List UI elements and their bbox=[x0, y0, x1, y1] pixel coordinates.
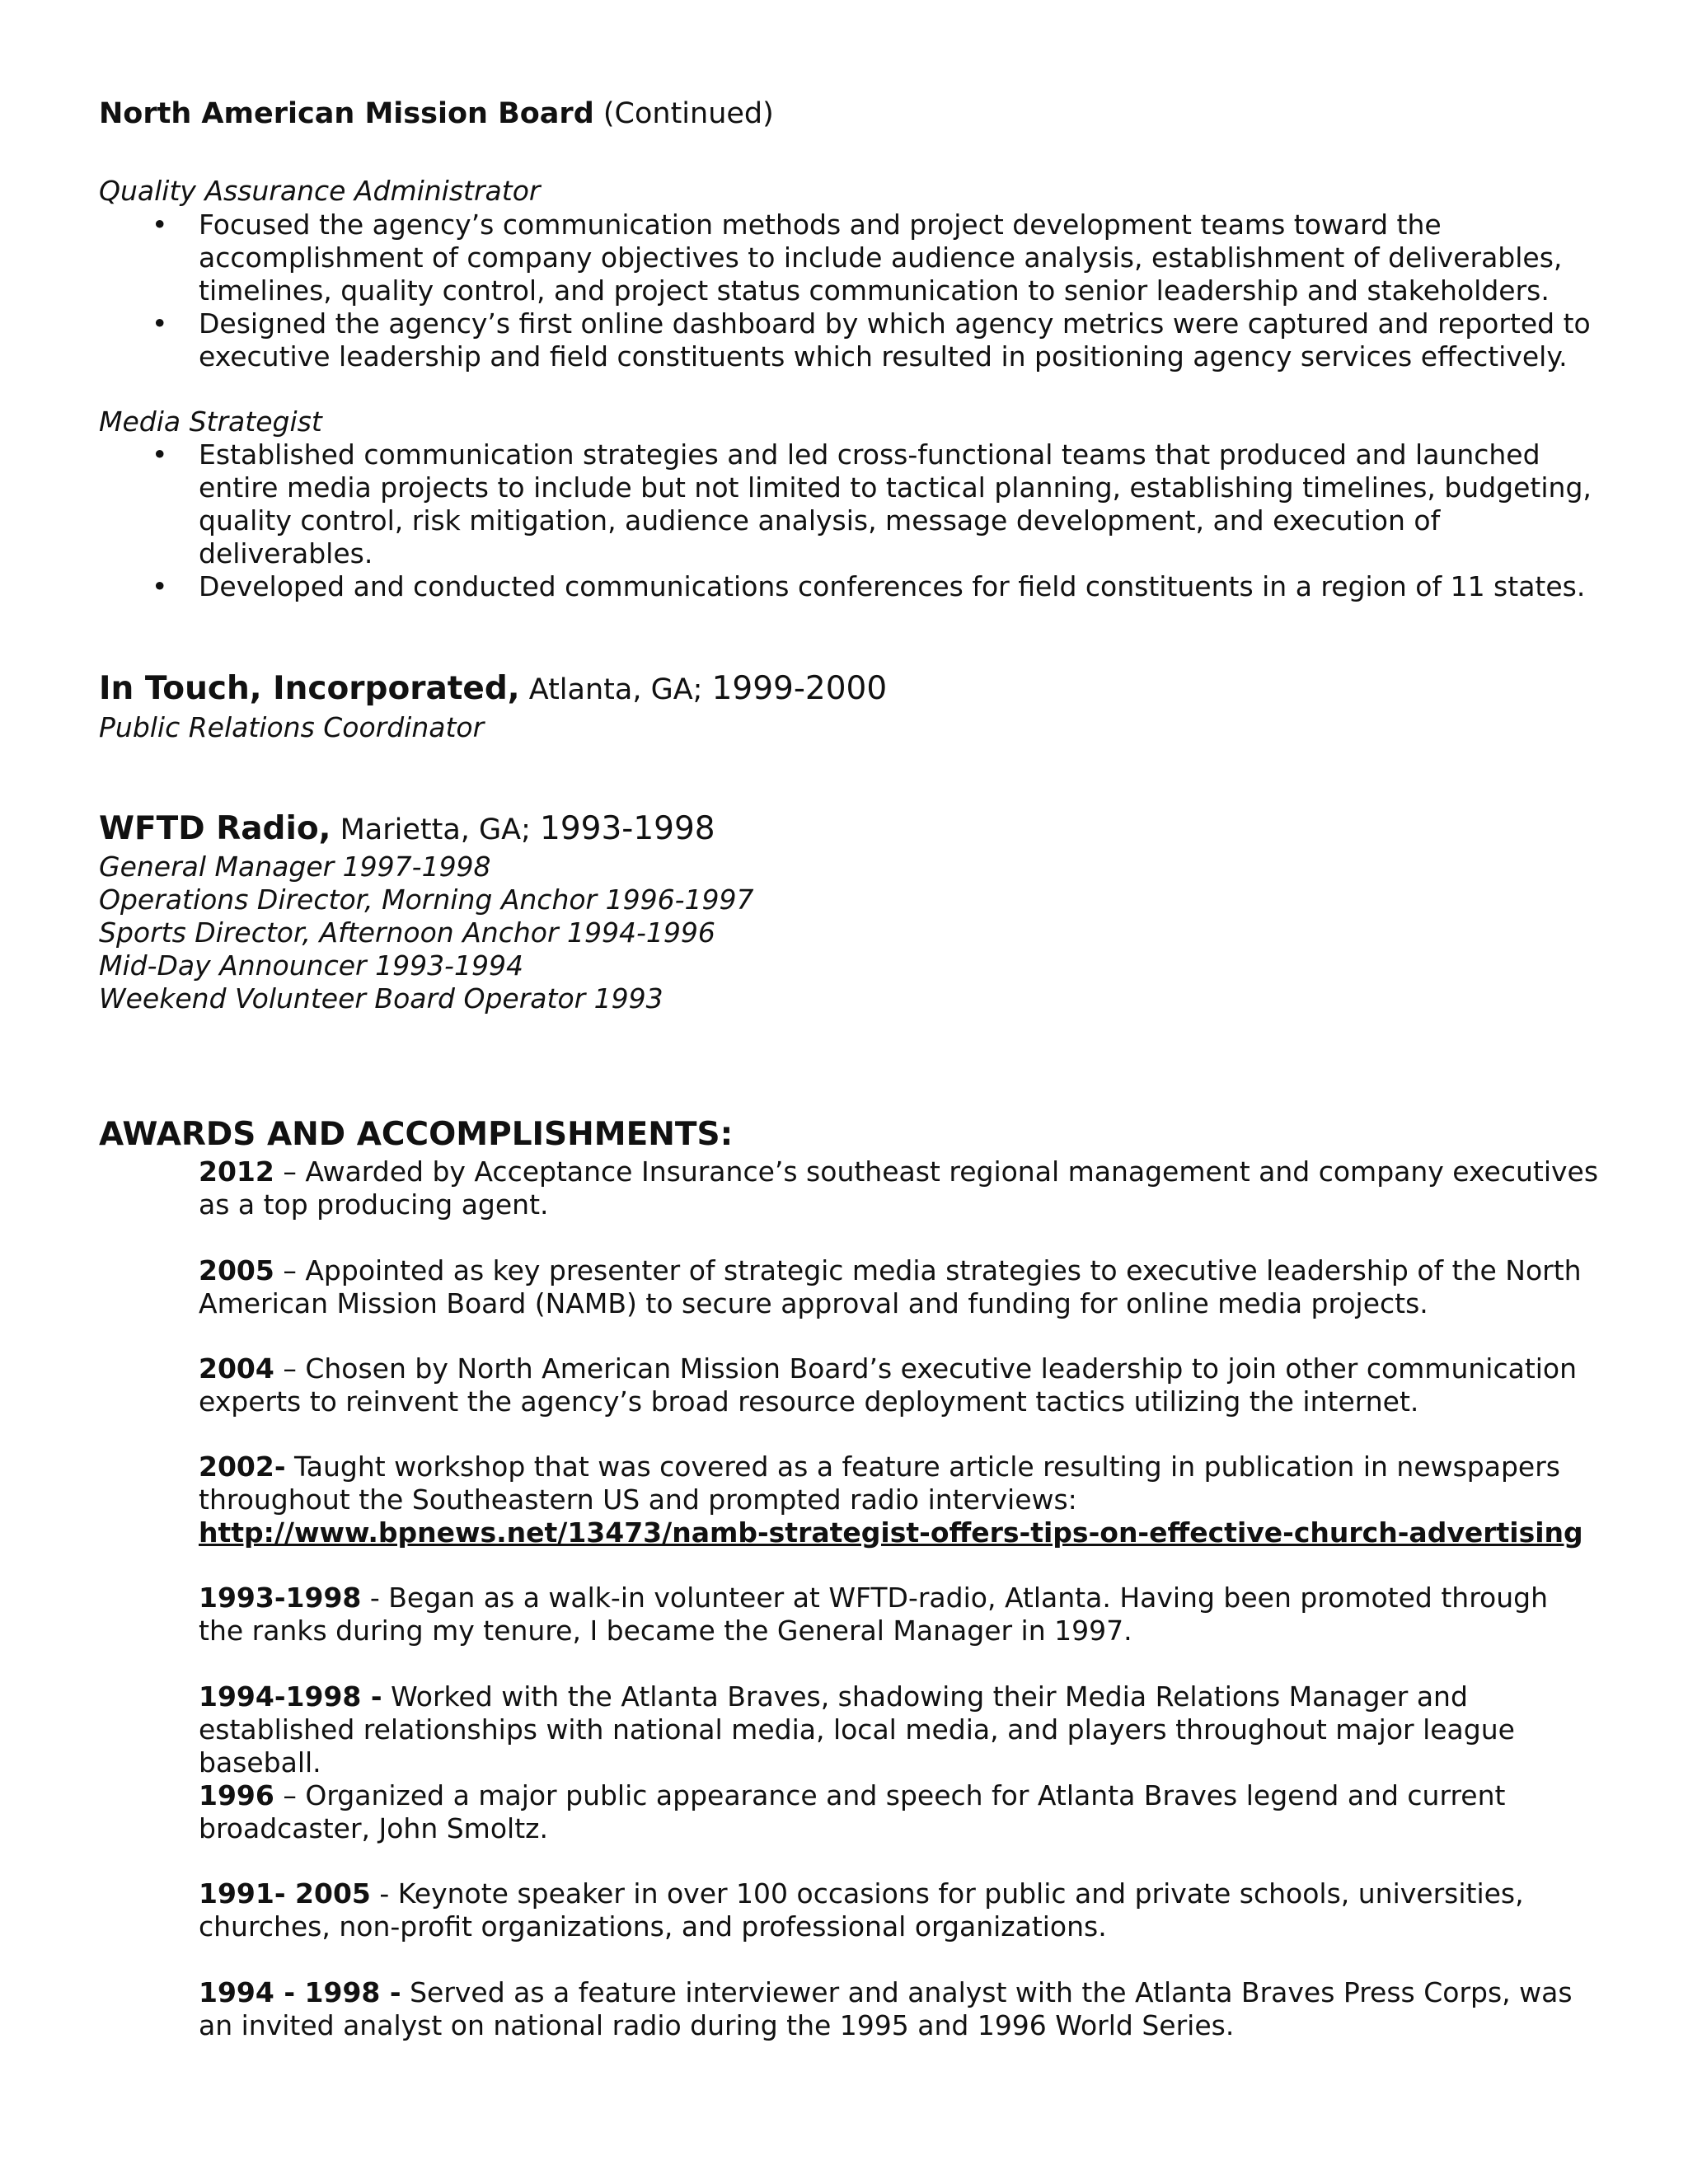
wftd-role: General Manager 1997-1998 bbox=[99, 851, 491, 883]
nam-heading bbox=[99, 97, 774, 130]
list-item bbox=[145, 307, 1596, 373]
award-year: 2005 bbox=[199, 1254, 274, 1286]
wftd-years: 1993-1998 bbox=[540, 810, 715, 847]
award-text: Taught workshop that was covered as a feature article resulting in publication in newspapers throughout the Southeastern US and prompted radio interviews: bbox=[199, 1451, 1560, 1516]
wftd-location: Marietta, GA; bbox=[331, 813, 541, 846]
intouch-name: In Touch, Incorporated, bbox=[99, 670, 520, 707]
qa-bullet-list bbox=[145, 209, 1596, 373]
bullet-text: Designed the agency’s first online dashboard by which agency metrics were captured and reported to executive leadership and field constituents which resulted in positioning agency services effectively. bbox=[199, 307, 1591, 373]
bullet-icon: • bbox=[152, 438, 168, 471]
intouch-years: 1999-2000 bbox=[711, 670, 888, 707]
award-year: 1994-1998 - bbox=[199, 1680, 382, 1713]
award-text: Worked with the Atlanta Braves, shadowing their Media Relations Manager and established relationships with national media, local media, and players throughout major league baseball. bbox=[199, 1680, 1515, 1779]
qa-role-title: Quality Assurance Administrator bbox=[99, 175, 541, 207]
bullet-icon: • bbox=[152, 570, 168, 602]
award-year: 2012 bbox=[199, 1155, 274, 1188]
award-text: Appointed as key presenter of strategic media strategies to executive leadership of the North American Mission Board (NAMB) to secure approval and funding for online media projects. bbox=[199, 1254, 1582, 1319]
bullet-icon: • bbox=[152, 209, 168, 241]
intouch-heading bbox=[99, 671, 887, 708]
media-bullet-list bbox=[145, 438, 1596, 603]
wftd-roles bbox=[99, 851, 753, 1015]
award-text: Served as a feature interviewer and analyst with the Atlanta Braves Press Corps, was an invited analyst on national radio during the 1995 and 1996 World Series. bbox=[199, 1976, 1573, 2041]
nam-heading-name: North American Mission Board bbox=[99, 97, 594, 130]
bpnews-article-link[interactable]: http://www.bpnews.net/13473/namb-strategist-offers-tips-on-effective-church-advertising bbox=[199, 1516, 1583, 1549]
intouch-role: Public Relations Coordinator bbox=[99, 711, 485, 743]
wftd-heading bbox=[99, 811, 715, 848]
intouch-location: Atlanta, GA; bbox=[519, 673, 712, 706]
list-item bbox=[145, 209, 1596, 307]
award-year: 2004 bbox=[199, 1352, 274, 1385]
wftd-role: Operations Director, Morning Anchor 1996-1997 bbox=[99, 883, 754, 916]
award-text: Began as a walk-in volunteer at WFTD-radio, Atlanta. Having been promoted through the ranks during my tenure, I became the General Manager in 1997. bbox=[199, 1582, 1549, 1647]
bullet-text: Established communication strategies and led cross-functional teams that produced and launched entire media projects to include but not limited to tactical planning, establishing timelines, budgeting, quality control, risk mitigation, audience analysis, message development, and execution of deliverables. bbox=[199, 438, 1592, 569]
award-item: 1996 – Organized a major public appearance and speech for Atlanta Braves legend and current broadcaster, John Smoltz. bbox=[199, 1779, 1506, 1844]
award-item: 2012 – Awarded by Acceptance Insurance’s southeast regional management and company executives as a top producing agent. bbox=[199, 1155, 1599, 1221]
award-year: 1994 - 1998 - bbox=[199, 1976, 401, 2008]
award-item: 1993-1998 - Began as a walk-in volunteer at WFTD-radio, Atlanta. Having been promoted through the ranks during my tenure, I became the General Manager in 1997. bbox=[199, 1582, 1549, 1647]
award-year: 2002- bbox=[199, 1451, 286, 1483]
wftd-name: WFTD Radio, bbox=[99, 810, 331, 847]
nam-heading-continued: (Continued) bbox=[593, 97, 774, 130]
award-text: Organized a major public appearance and speech for Atlanta Braves legend and current broadcaster, John Smoltz. bbox=[199, 1779, 1506, 1844]
award-year: 1993-1998 bbox=[199, 1582, 362, 1614]
bullet-icon: • bbox=[152, 307, 168, 340]
award-item bbox=[199, 1451, 1600, 1549]
list-item bbox=[145, 570, 1596, 603]
bullet-text: Developed and conducted communications conferences for field constituents in a region of 11 states. bbox=[199, 570, 1586, 602]
award-text: Chosen by North American Mission Board’s executive leadership to join other communication experts to reinvent the agency’s broad resource deployment tactics utilizing the internet. bbox=[199, 1352, 1578, 1418]
award-item: 2004 – Chosen by North American Mission Board’s executive leadership to join other communication experts to reinvent the agency’s broad resource deployment tactics utilizing the internet. bbox=[199, 1352, 1578, 1418]
list-item bbox=[145, 438, 1596, 570]
bullet-text: Focused the agency’s communication methods and project development teams toward the accomplishment of company objectives to include audience analysis, establishment of deliverables, timelines, quality control, and project status communication to senior leadership and stakeholders. bbox=[199, 209, 1563, 307]
award-item bbox=[199, 1680, 1600, 1779]
award-item: 1991- 2005 - Keynote speaker in over 100 occasions for public and private schools, universities, churches, non-profit organizations, and professional organizations. bbox=[199, 1877, 1524, 1943]
wftd-role: Weekend Volunteer Board Operator 1993 bbox=[99, 982, 663, 1015]
award-item: 2005 – Appointed as key presenter of strategic media strategies to executive leadership of the North American Mission Board (NAMB) to secure approval and funding for online media projects. bbox=[199, 1254, 1582, 1319]
award-item bbox=[199, 1976, 1600, 2042]
award-year: 1991- 2005 bbox=[199, 1877, 371, 1910]
award-year: 1996 bbox=[199, 1779, 274, 1811]
award-text: Awarded by Acceptance Insurance’s southeast regional management and company executives as a top producing agent. bbox=[199, 1155, 1599, 1221]
media-role-title: Media Strategist bbox=[99, 405, 322, 438]
awards-title: AWARDS AND ACCOMPLISHMENTS: bbox=[99, 1116, 734, 1153]
wftd-role: Mid-Day Announcer 1993-1994 bbox=[99, 949, 523, 982]
wftd-role: Sports Director, Afternoon Anchor 1994-1996 bbox=[99, 916, 715, 949]
award-text: Keynote speaker in over 100 occasions for public and private schools, universities, churches, non-profit organizations, and professional organizations. bbox=[199, 1877, 1524, 1943]
